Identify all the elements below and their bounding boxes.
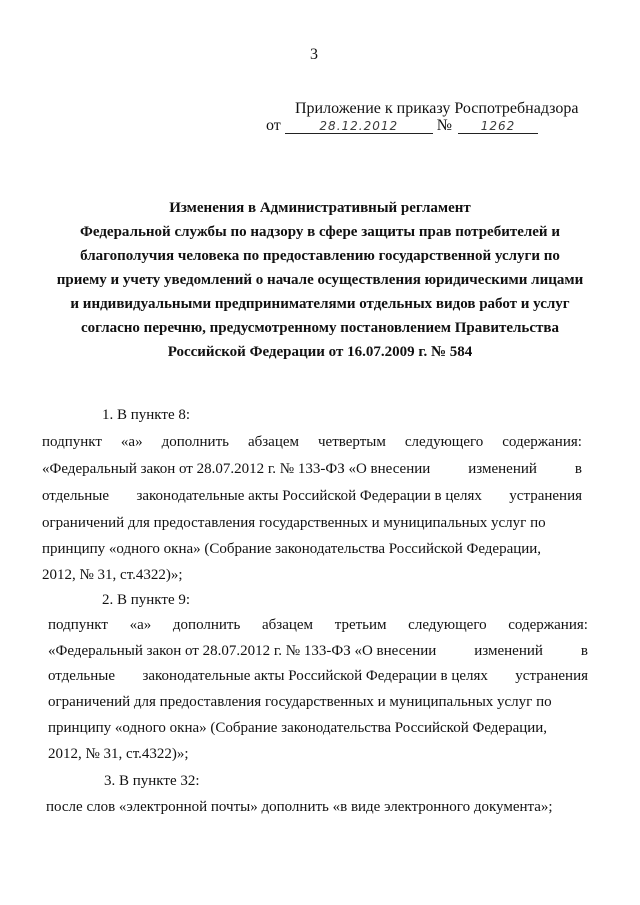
appendix-title: Приложение к приказу Роспотребнадзора bbox=[295, 100, 579, 117]
page-number: 3 bbox=[310, 46, 318, 63]
text-segment: отдельные bbox=[48, 668, 116, 684]
title-line: Российской Федерации от 16.07.2009 г. № 584 bbox=[167, 344, 473, 360]
word: «а» bbox=[120, 434, 143, 450]
title-line: Изменения в Административный регламент bbox=[169, 200, 471, 216]
handwritten-number: 1262 bbox=[458, 119, 538, 134]
item-1-line-6: 2012, № 31, ст.4322)»; bbox=[42, 567, 183, 583]
text-segment: изменений bbox=[468, 461, 537, 477]
item-1-line-1 bbox=[42, 432, 582, 452]
item-2-heading: 2. В пункте 9: bbox=[102, 592, 191, 608]
item-2-line-6: 2012, № 31, ст.4322)»; bbox=[48, 746, 189, 762]
item-1-line-4: ограничений для предоставления государственных и муниципальных услуг по bbox=[42, 515, 546, 531]
title-line: и индивидуальными предпринимателями отдельных видов работ и услуг bbox=[70, 296, 570, 312]
word: третьим bbox=[334, 617, 387, 633]
text-segment: устранения bbox=[515, 668, 588, 684]
item-1-line-5: принципу «одного окна» (Собрание законодательства Российской Федерации, bbox=[42, 541, 542, 557]
text-segment: законодательные акты Российской Федерации в целях bbox=[136, 488, 482, 504]
item-3-line-1: после слов «электронной почты» дополнить «в виде электронного документа»; bbox=[46, 799, 553, 815]
item-1-line-3 bbox=[42, 486, 582, 506]
date-prefix: от bbox=[266, 117, 281, 134]
word: четвертым bbox=[318, 434, 386, 450]
number-prefix: № bbox=[436, 117, 453, 134]
text-segment: «Федеральный закон от 28.07.2012 г. № 133-ФЗ «О внесении bbox=[48, 643, 437, 659]
item-2-line-1 bbox=[48, 615, 588, 635]
word: содержания: bbox=[502, 434, 582, 450]
text-segment: изменений bbox=[474, 643, 543, 659]
text-segment: отдельные bbox=[42, 488, 110, 504]
item-1-line-2 bbox=[42, 459, 582, 479]
text-segment: в bbox=[580, 643, 588, 659]
item-2-line-3 bbox=[48, 666, 588, 686]
item-2-line-4: ограничений для предоставления государственных и муниципальных услуг по bbox=[48, 694, 552, 710]
text-segment: в bbox=[574, 461, 582, 477]
word: «а» bbox=[129, 617, 152, 633]
item-1-heading: 1. В пункте 8: bbox=[102, 407, 191, 423]
word: подпункт bbox=[42, 434, 102, 450]
title-line: приему и учету уведомлений о начале осуществления юридическими лицами bbox=[56, 272, 584, 288]
word: следующего bbox=[408, 617, 487, 633]
title-line: Федеральной службы по надзору в сфере защиты прав потребителей и bbox=[80, 224, 560, 240]
word: содержания: bbox=[508, 617, 588, 633]
word: дополнить bbox=[161, 434, 229, 450]
handwritten-date: 28.12.2012 bbox=[285, 119, 433, 134]
document-title bbox=[50, 196, 590, 364]
word: абзацем bbox=[261, 617, 314, 633]
word: дополнить bbox=[172, 617, 241, 633]
item-2-line-2 bbox=[48, 641, 588, 661]
text-segment: законодательные акты Российской Федерации в целях bbox=[142, 668, 488, 684]
item-3-heading: 3. В пункте 32: bbox=[104, 773, 200, 789]
title-line: согласно перечню, предусмотренному постановлением Правительства bbox=[81, 320, 559, 336]
order-reference bbox=[266, 117, 538, 135]
text-segment: устранения bbox=[509, 488, 582, 504]
title-line: благополучия человека по предоставлению государственной услуги по bbox=[80, 248, 560, 264]
item-2-line-5: принципу «одного окна» (Собрание законодательства Российской Федерации, bbox=[48, 720, 548, 736]
word: подпункт bbox=[48, 617, 108, 633]
word: абзацем bbox=[247, 434, 300, 450]
text-segment: «Федеральный закон от 28.07.2012 г. № 133-ФЗ «О внесении bbox=[42, 461, 431, 477]
word: следующего bbox=[404, 434, 484, 450]
